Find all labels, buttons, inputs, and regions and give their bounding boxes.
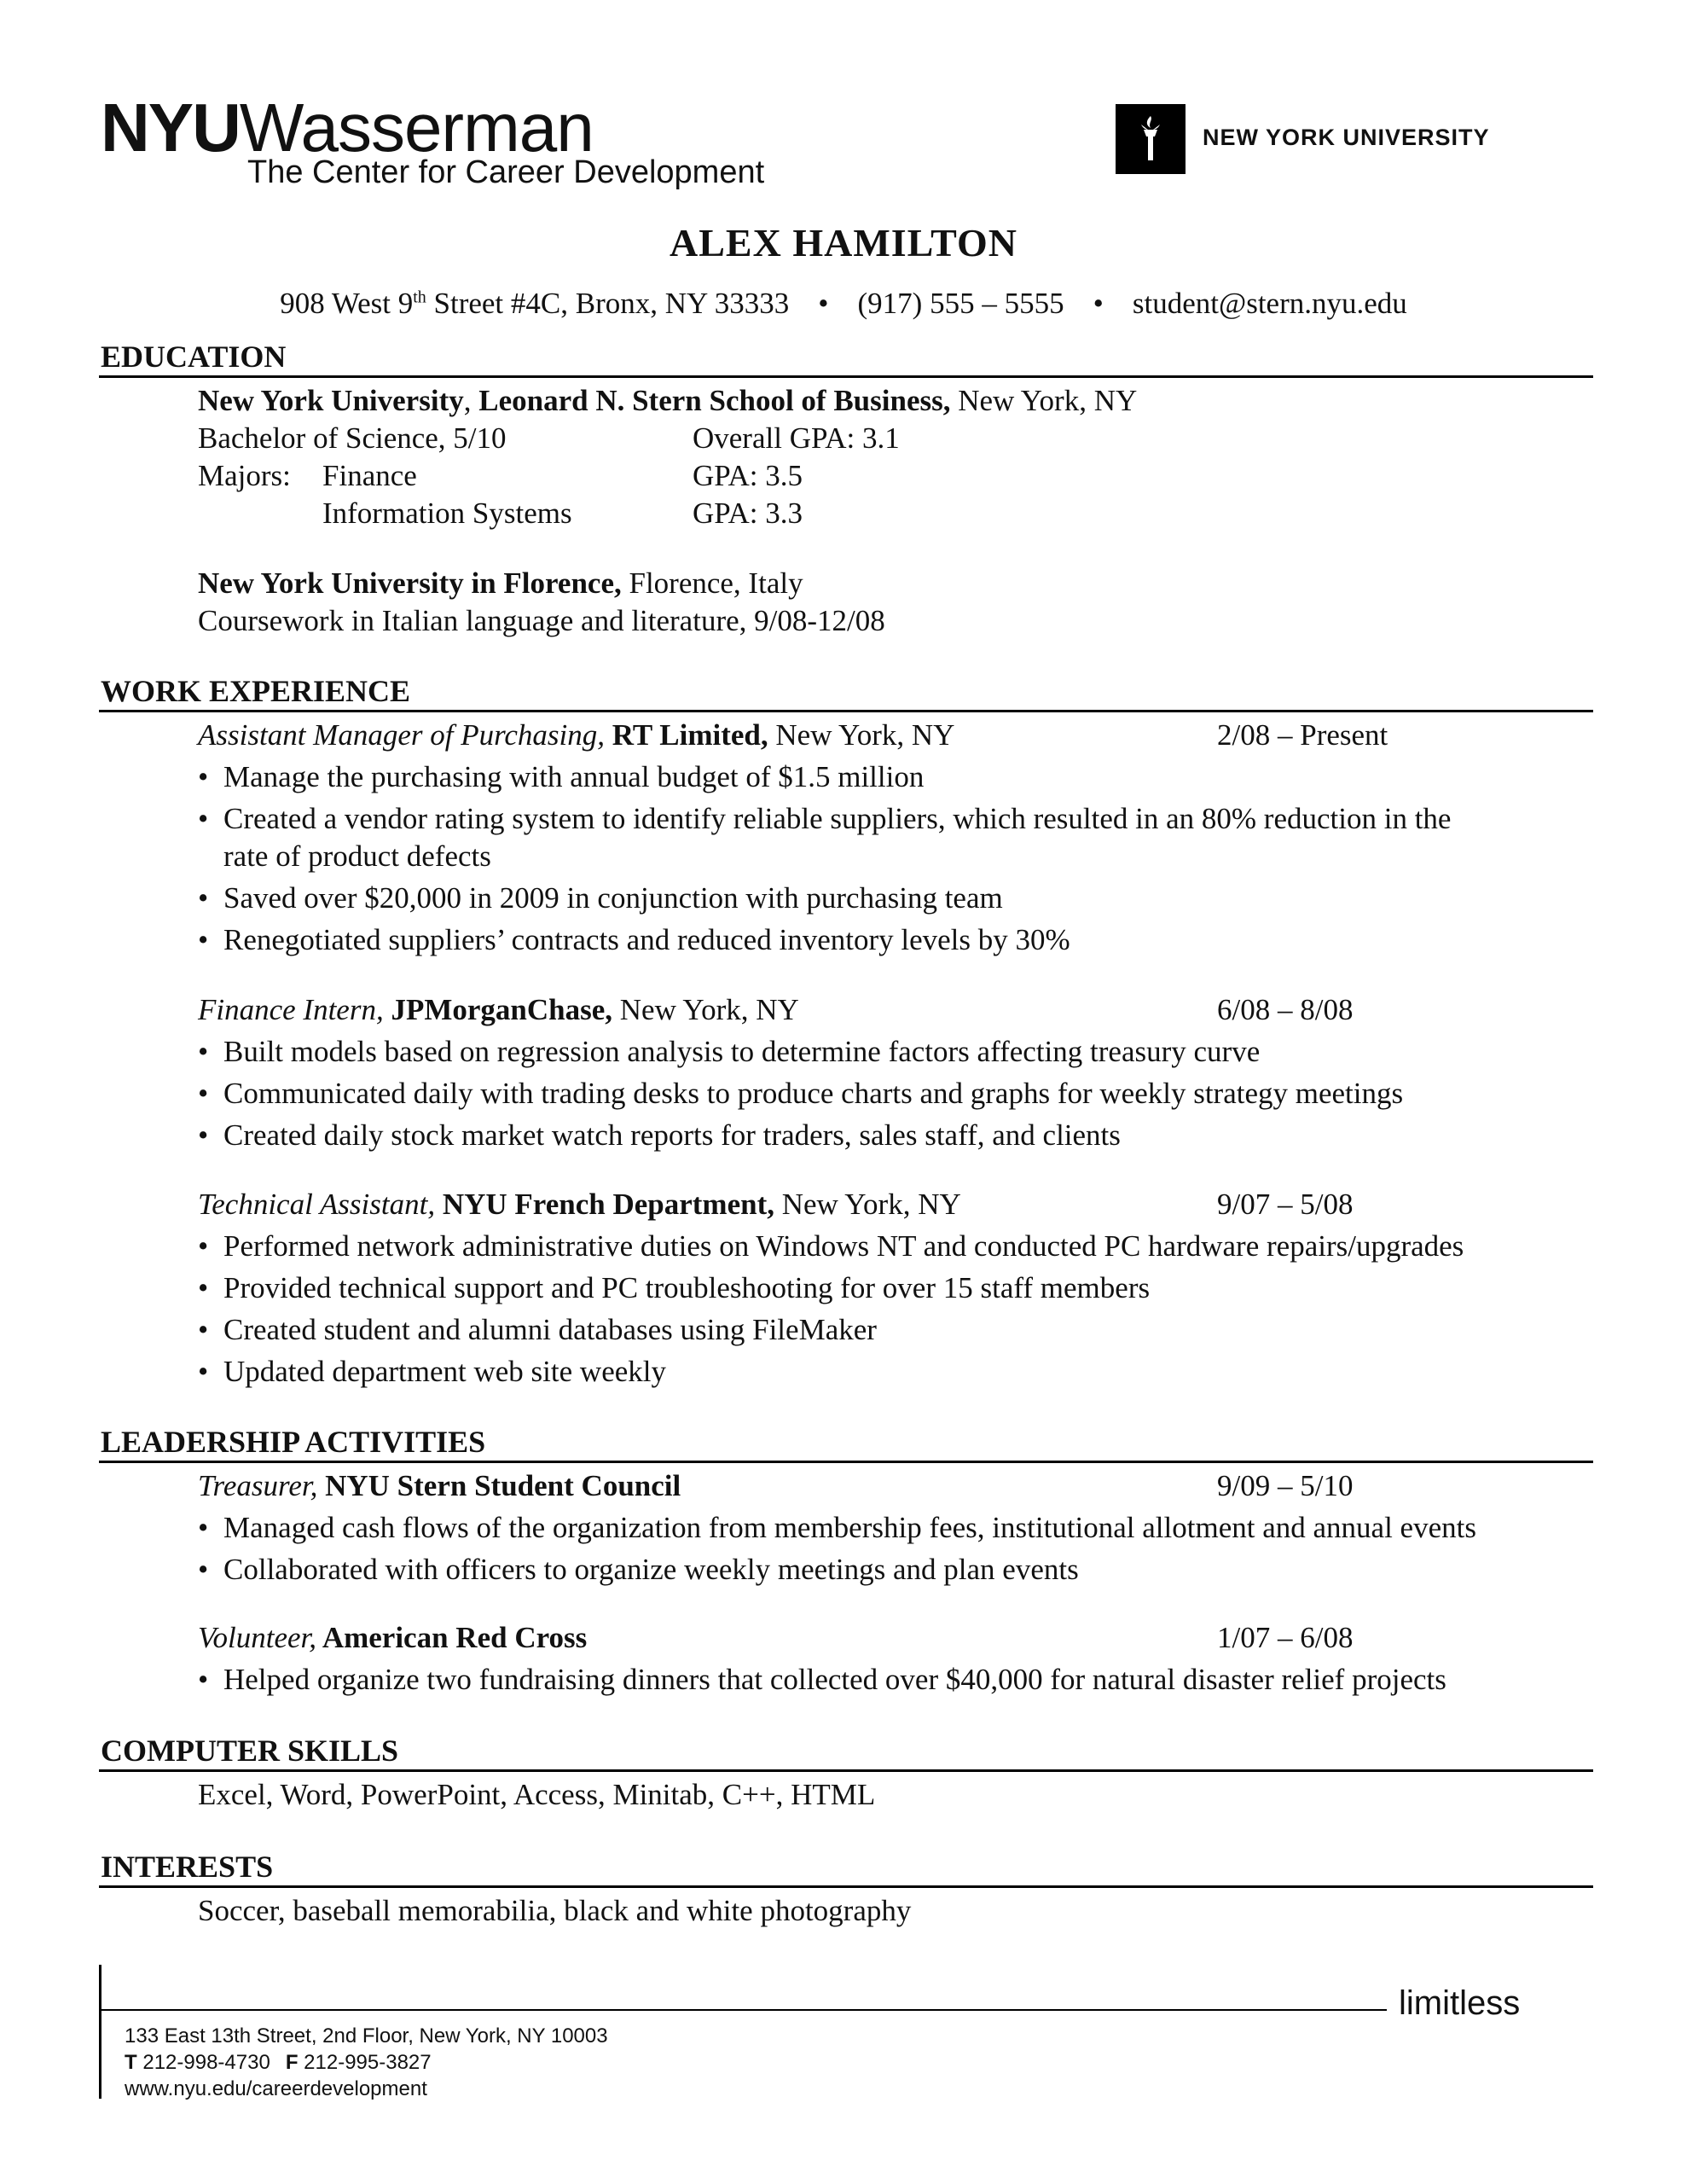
address-part: 908 West 9 — [280, 287, 414, 320]
phone-label: T — [125, 2051, 137, 2074]
bullet-text: Provided technical support and PC troubleshooting for over 15 staff members — [223, 1271, 1151, 1304]
bullet-text: Updated department web site weekly — [223, 1355, 666, 1388]
address — [280, 287, 789, 320]
job-dates: 2/08 – Present — [1217, 718, 1388, 752]
separator: , — [463, 384, 479, 417]
list-item: • Renegotiated suppliers’ contracts and reduced inventory levels by 30% — [198, 923, 1070, 956]
activity-header — [198, 1471, 1648, 1501]
school-line — [198, 386, 1137, 415]
section-rule — [99, 1461, 1593, 1463]
footer-phone-fax — [125, 2053, 432, 2073]
skills-text: Excel, Word, PowerPoint, Access, Minitab, C++, HTML — [198, 1778, 876, 1811]
job-header — [198, 995, 1648, 1025]
majors-label: Majors: — [198, 459, 291, 492]
bullet-continuation: rate of product defects — [223, 839, 491, 873]
bullet-text: Built models based on regression analysis to determine factors affecting treasury curve — [223, 1035, 1261, 1068]
activity-dates: 1/07 – 6/08 — [1217, 1621, 1354, 1654]
list-item: • Managed cash flows of the organization from membership fees, institutional allotment and annual events — [198, 1511, 1476, 1544]
wasserman-logo — [101, 90, 594, 166]
section-title-work: WORK EXPERIENCE — [101, 674, 411, 708]
bullet-text: Created daily stock market watch reports for traders, sales staff, and clients — [223, 1118, 1121, 1152]
list-item: • Created a vendor rating system to identify reliable suppliers, which resulted in an 80% reduction in the — [198, 802, 1452, 835]
section-title-education: EDUCATION — [101, 340, 287, 374]
section-title-leadership: LEADERSHIP ACTIVITIES — [101, 1425, 486, 1459]
job-role: Assistant Manager of Purchasing, — [198, 718, 606, 752]
job-location: New York, NY — [768, 718, 955, 752]
job-org: NYU French Department, — [435, 1188, 774, 1221]
activity-header — [198, 1623, 1648, 1653]
list-item: • Communicated daily with trading desks to produce charts and graphs for weekly strategy meetings — [198, 1077, 1404, 1110]
activity-role: Volunteer, — [198, 1621, 317, 1654]
major-gpa: GPA: 3.3 — [693, 497, 803, 530]
candidate-name: ALEX HAMILTON — [670, 221, 1017, 264]
list-item: • Helped organize two fundraising dinners that collected over $40,000 for natural disaster relief projects — [198, 1663, 1446, 1696]
school-line — [198, 568, 803, 598]
list-item: • Created daily stock market watch reports for traders, sales staff, and clients — [198, 1118, 1121, 1152]
logo-subtitle: The Center for Career Development — [247, 154, 765, 190]
major-name: Information Systems — [322, 497, 572, 530]
interests-text: Soccer, baseball memorabilia, black and white photography — [198, 1894, 912, 1927]
separator-bullet: • — [1093, 287, 1104, 320]
footer-phone: 212-998-4730 — [136, 2051, 270, 2074]
activity-org: NYU Stern Student Council — [317, 1469, 681, 1502]
address-part: Street #4C, Bronx, NY 33333 — [426, 287, 790, 320]
address-sup: th — [413, 288, 426, 307]
job-role: Finance Intern, — [198, 993, 384, 1026]
bullet-text: Created student and alumni databases using FileMaker — [223, 1313, 877, 1346]
university-name: NEW YORK UNIVERSITY — [1203, 125, 1490, 150]
list-item: • Performed network administrative duties on Windows NT and conducted PC hardware repairs/upgrades — [198, 1229, 1464, 1263]
logo-wasserman-text: Wasserman — [239, 90, 594, 166]
major-name: Finance — [322, 459, 417, 492]
job-org: JPMorganChase, — [383, 993, 613, 1026]
section-rule — [99, 375, 1593, 378]
school-detail: Coursework in Italian language and literature, 9/08-12/08 — [198, 604, 885, 637]
school-name: New York University — [198, 384, 464, 417]
bullet-text: Saved over $20,000 in 2009 in conjunction with purchasing team — [223, 881, 1003, 915]
job-org: RT Limited, — [605, 718, 768, 752]
footer-fax: 212-995-3827 — [298, 2051, 432, 2074]
job-header — [198, 720, 1648, 750]
list-item: • Saved over $20,000 in 2009 in conjunction with purchasing team — [198, 881, 1003, 915]
activity-role: Treasurer, — [198, 1469, 318, 1502]
activity-dates: 9/09 – 5/10 — [1217, 1469, 1354, 1502]
footer-rule — [99, 2009, 1387, 2011]
job-header — [198, 1189, 1648, 1219]
footer-tagline: limitless — [1399, 1984, 1521, 2022]
list-item: • Manage the purchasing with annual budget of $1.5 million — [198, 760, 925, 793]
job-dates: 6/08 – 8/08 — [1217, 993, 1354, 1026]
section-title-skills: COMPUTER SKILLS — [101, 1734, 399, 1768]
bullet-text: Communicated daily with trading desks to produce charts and graphs for weekly strategy meetings — [223, 1077, 1404, 1110]
activity-org: American Red Cross — [316, 1621, 588, 1654]
major-gpa: GPA: 3.5 — [693, 459, 803, 492]
list-item: • Built models based on regression analysis to determine factors affecting treasury curve — [198, 1035, 1261, 1068]
job-location: New York, NY — [774, 1188, 961, 1221]
bullet-text: Renegotiated suppliers’ contracts and reduced inventory levels by 30% — [223, 923, 1070, 956]
contact-line — [0, 288, 1687, 318]
footer-address: 133 East 13th Street, 2nd Floor, New York, NY 10003 — [125, 2024, 608, 2048]
bullet-text: Manage the purchasing with annual budget of $1.5 million — [223, 760, 925, 793]
email[interactable]: student@stern.nyu.edu — [1132, 287, 1407, 320]
job-role: Technical Assistant, — [198, 1188, 436, 1221]
overall-gpa: Overall GPA: 3.1 — [693, 421, 900, 455]
phone: (917) 555 – 5555 — [857, 287, 1064, 320]
job-dates: 9/07 – 5/08 — [1217, 1188, 1354, 1221]
bullet-text: Managed cash flows of the organization from membership fees, institutional allotment and annual events — [223, 1511, 1476, 1544]
list-item: • Updated department web site weekly — [198, 1355, 666, 1388]
bullet-text: Created a vendor rating system to identify reliable suppliers, which resulted in an 80% reduction in the — [223, 802, 1452, 835]
section-rule — [99, 710, 1593, 712]
school-name: Leonard N. Stern School of Business, — [478, 384, 951, 417]
fax-label: F — [285, 2051, 299, 2074]
bullet-text: Performed network administrative duties on Windows NT and conducted PC hardware repairs/upgrades — [223, 1229, 1464, 1263]
footer-vertical-rule — [99, 1965, 101, 2099]
section-rule — [99, 1769, 1593, 1772]
list-item: • Provided technical support and PC troubleshooting for over 15 staff members — [198, 1271, 1151, 1304]
degree: Bachelor of Science, 5/10 — [198, 421, 507, 455]
bullet-text: Helped organize two fundraising dinners that collected over $40,000 for natural disaster relief projects — [223, 1663, 1446, 1696]
school-location: Florence, Italy — [621, 566, 803, 600]
list-item: • Collaborated with officers to organize weekly meetings and plan events — [198, 1553, 1079, 1586]
school-name: New York University in Florence, — [198, 566, 622, 600]
job-location: New York, NY — [612, 993, 799, 1026]
footer-url[interactable]: www.nyu.edu/careerdevelopment — [125, 2077, 427, 2100]
list-item: • Created student and alumni databases using FileMaker — [198, 1313, 877, 1346]
school-location: New York, NY — [950, 384, 1138, 417]
logo-nyu-text: NYU — [101, 90, 240, 166]
torch-icon — [1116, 104, 1186, 174]
section-title-interests: INTERESTS — [101, 1850, 274, 1884]
separator-bullet: • — [818, 287, 829, 320]
section-rule — [99, 1885, 1593, 1888]
bullet-text: Collaborated with officers to organize weekly meetings and plan events — [223, 1553, 1079, 1586]
